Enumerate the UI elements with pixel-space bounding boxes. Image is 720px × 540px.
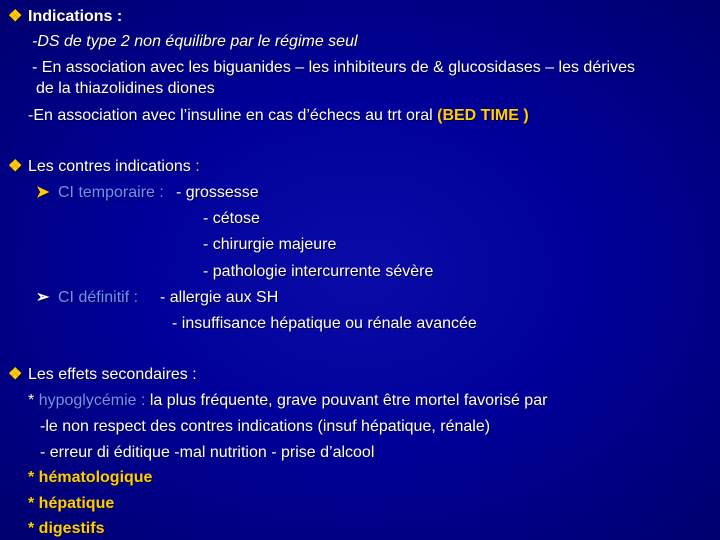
ci-definitif-item: - allergie aux SH bbox=[160, 289, 279, 306]
ci-temporaire-row bbox=[36, 183, 164, 202]
hypo-line-3: - erreur di éditique -mal nutrition - prise d’alcool bbox=[40, 444, 375, 461]
indications-line-3: de la thiazolidines diones bbox=[36, 80, 215, 97]
hypo-star: * bbox=[28, 392, 35, 409]
effet-item: * hématologique bbox=[28, 469, 153, 486]
ci-definitif-row bbox=[36, 288, 138, 307]
contre-heading bbox=[8, 157, 200, 176]
hypo-row bbox=[28, 391, 547, 410]
effet-item: * hépatique bbox=[28, 495, 115, 512]
hypo-text: la plus fréquente, grave pouvant être mortel favorisé par bbox=[149, 392, 548, 409]
indications-heading bbox=[8, 7, 122, 26]
indications-line-4-text: -En association avec l’insuline en cas d’échecs au trt oral bbox=[28, 107, 438, 124]
indications-line-4 bbox=[28, 106, 529, 125]
effets-heading bbox=[8, 365, 197, 384]
indications-title: Indications : bbox=[28, 8, 123, 25]
diamond-bullet-icon: ❖ bbox=[8, 366, 23, 383]
ci-temporaire-item: - grossesse bbox=[176, 184, 259, 201]
ci-temporaire-label: CI temporaire : bbox=[58, 184, 164, 201]
arrow-right-icon: ➤ bbox=[36, 184, 50, 201]
diamond-bullet-icon: ❖ bbox=[8, 158, 23, 175]
ci-temporaire-item: - cétose bbox=[203, 210, 260, 227]
diamond-bullet-icon: ❖ bbox=[8, 8, 23, 25]
bed-time-highlight: (BED TIME ) bbox=[437, 107, 529, 124]
effet-item: * digestifs bbox=[28, 520, 105, 537]
indications-line-1: -DS de type 2 non équilibre par le régime seul bbox=[32, 33, 358, 50]
contre-colon: : bbox=[195, 158, 200, 175]
arrow-right-outline-icon: ➢ bbox=[36, 289, 50, 306]
ci-temporaire-item: - chirurgie majeure bbox=[203, 236, 337, 253]
hypo-label: hypoglycémie : bbox=[38, 392, 146, 409]
contre-title: Les contres indications bbox=[28, 158, 191, 175]
hypo-line-2: -le non respect des contres indications (insuf hépatique, rénale) bbox=[40, 418, 491, 435]
effets-title: Les effets secondaires : bbox=[28, 366, 197, 383]
indications-line-2: - En association avec les biguanides – les inhibiteurs de & glucosidases – les dérives bbox=[32, 59, 636, 76]
ci-definitif-item: - insuffisance hépatique ou rénale avancée bbox=[172, 315, 477, 332]
ci-temporaire-item: - pathologie intercurrente sévère bbox=[203, 263, 434, 280]
ci-definitif-label: CI définitif : bbox=[58, 289, 139, 306]
